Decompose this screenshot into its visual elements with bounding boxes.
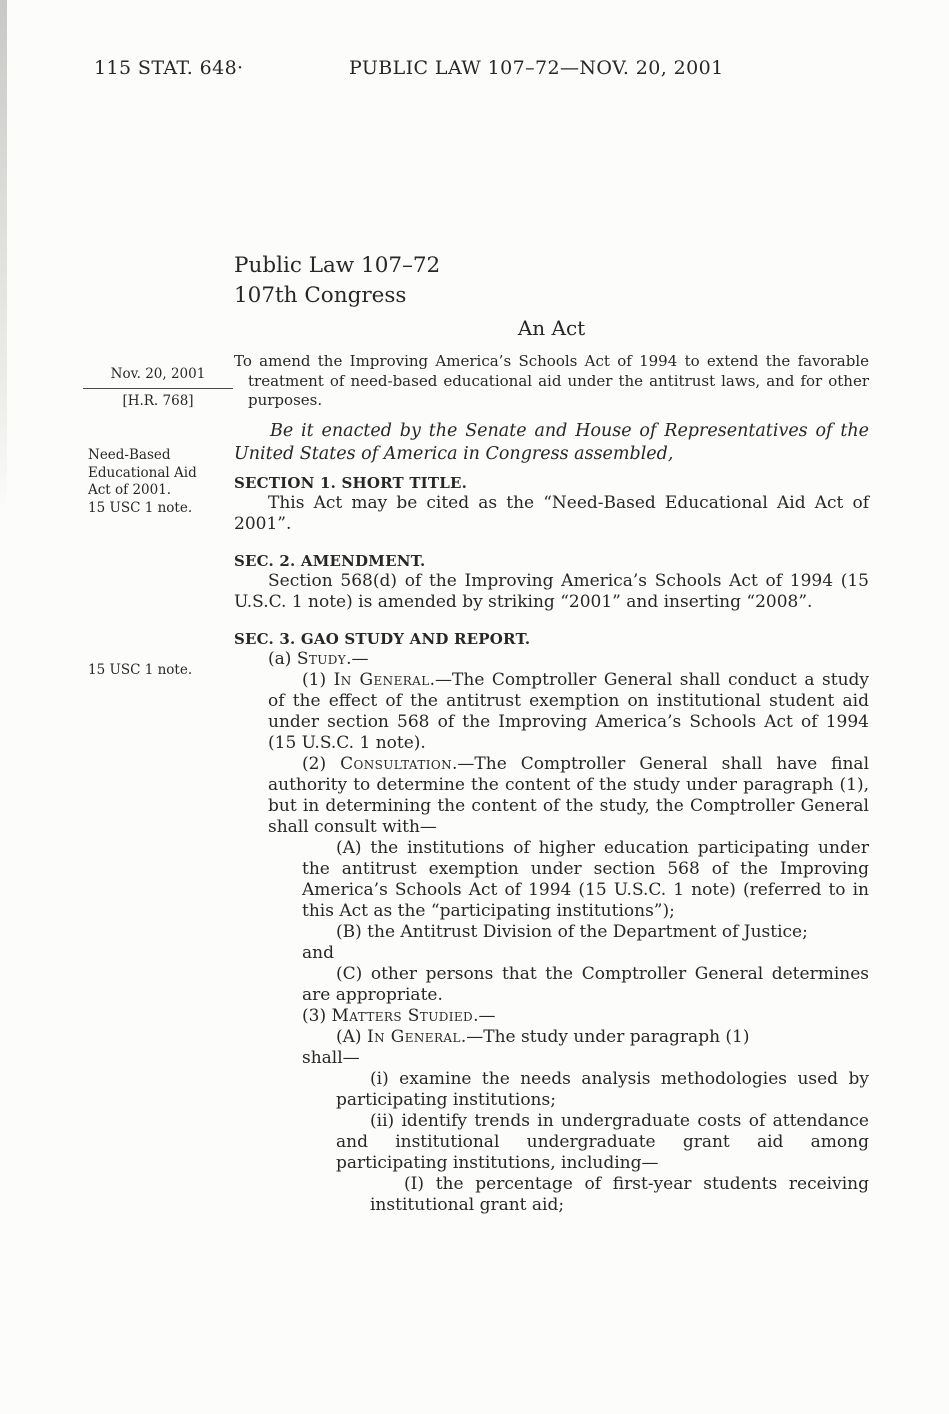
subparagraph-2B (234, 922, 869, 964)
paragraph-2-consultation (234, 754, 869, 838)
subparagraph-2B-text: (B) the Antitrust Division of the Department of Justice; (336, 922, 808, 942)
margin-note-date: Nov. 20, 2001 (110, 366, 206, 382)
scan-edge-artifact (0, 0, 7, 515)
page-number-stat: 115 STAT. 648· (94, 57, 244, 79)
clause-3Aii: (ii) identify trends in undergraduate costs of attendance and institutional undergraduate grant aid among participating institutions, including— (336, 1111, 869, 1173)
paragraph-3-matters-studied (234, 1006, 869, 1027)
subparagraph-3A-text: .—The study under paragraph (1) (460, 1027, 750, 1047)
subparagraph-3A-label: (A) (336, 1027, 367, 1047)
paragraph-3-catchline: Matters Studied (331, 1006, 474, 1026)
running-head-law-line: PUBLIC LAW 107–72—NOV. 20, 2001 (349, 57, 724, 79)
section-1-paragraph: This Act may be cited as the “Need-Based Educational Aid Act of 2001”. (234, 493, 869, 534)
paragraph-2-text: .—The Comptroller General shall have final authority to determine the content of the study under paragraph (1), but in determining the content of the study, the Comptroller General shall consult with— (268, 754, 869, 837)
congress-number: 107th Congress (234, 283, 407, 308)
subparagraph-3A-catchline: In General (366, 1027, 461, 1047)
subparagraph-2A: (A) the institutions of higher education participating under the antitrust exemption under section 568 of the Improving America’s Schools Act of 1994 (15 U.S.C. 1 note) (referred to in this Act as the “participating institutions”); (302, 838, 869, 921)
margin-note-short-title-line: Act of 2001. (88, 482, 172, 498)
section-2-paragraph: Section 568(d) of the Improving America’s Schools Act of 1994 (15 U.S.C. 1 note) is amended by striking “2001” and inserting “2008”. (234, 571, 869, 612)
subparagraph-2B-continuation: and (302, 943, 334, 963)
law-title-block (234, 251, 440, 311)
margin-note-short-title-line: Need-Based (88, 447, 171, 463)
margin-note-usc: 15 USC 1 note. (88, 662, 193, 678)
section-3-heading: SEC. 3. GAO STUDY AND REPORT. (234, 630, 531, 648)
clause-3Ai: (i) examine the needs analysis methodologies used by participating institutions; (336, 1069, 869, 1110)
margin-note-short-title-line: 15 USC 1 note. (88, 499, 193, 516)
margin-note-short-title (88, 447, 240, 517)
section-2-heading: SEC. 2. AMENDMENT. (234, 552, 426, 570)
margin-note-rule (83, 388, 233, 389)
subsection-a-catchline: Study (296, 649, 347, 669)
subsection-a-dash: .— (346, 649, 369, 669)
subparagraph-3A-continuation: shall— (302, 1048, 360, 1068)
paragraph-3-label: (3) (302, 1006, 332, 1026)
statute-body (234, 474, 869, 1216)
subparagraph-2C: (C) other persons that the Comptroller General determines are appropriate. (302, 964, 869, 1005)
paragraph-2-label: (2) (302, 754, 341, 774)
margin-note-short-title-line: Educational Aid (88, 464, 197, 481)
law-number: Public Law 107–72 (234, 253, 441, 278)
paragraph-1-in-general (234, 670, 869, 754)
subsection-a-study (234, 649, 869, 670)
section-1-heading: SECTION 1. SHORT TITLE. (234, 474, 468, 492)
enacting-clause: Be it enacted by the Senate and House of Representatives of the United States of America in Congress assembled, (234, 421, 869, 464)
subparagraph-3A-in-general (234, 1027, 869, 1069)
paragraph-1-text: .—The Comptroller General shall conduct a study of the effect of the antitrust exemption on institutional student aid under section 568 of the Improving America’s Schools Act of 1994 (15 U.S.C. 1 note). (268, 670, 870, 753)
preamble: To amend the Improving America’s Schools Act of 1994 to extend the favorable treatment of need-based educational aid under the antitrust laws, and for other purposes. (234, 352, 869, 409)
subclause-3AiiI: (I) the percentage of first-year students receiving institutional grant aid; (370, 1174, 869, 1215)
paragraph-3-dash: .— (473, 1006, 496, 1026)
paragraph-2-catchline: Consultation (340, 754, 453, 774)
subsection-a-label: (a) (268, 649, 297, 669)
paragraph-1-catchline: In General (333, 670, 430, 690)
paragraph-1-label: (1) (302, 670, 334, 690)
act-heading: An Act (517, 316, 586, 340)
margin-note-bill-number: [H.R. 768] (122, 393, 194, 409)
